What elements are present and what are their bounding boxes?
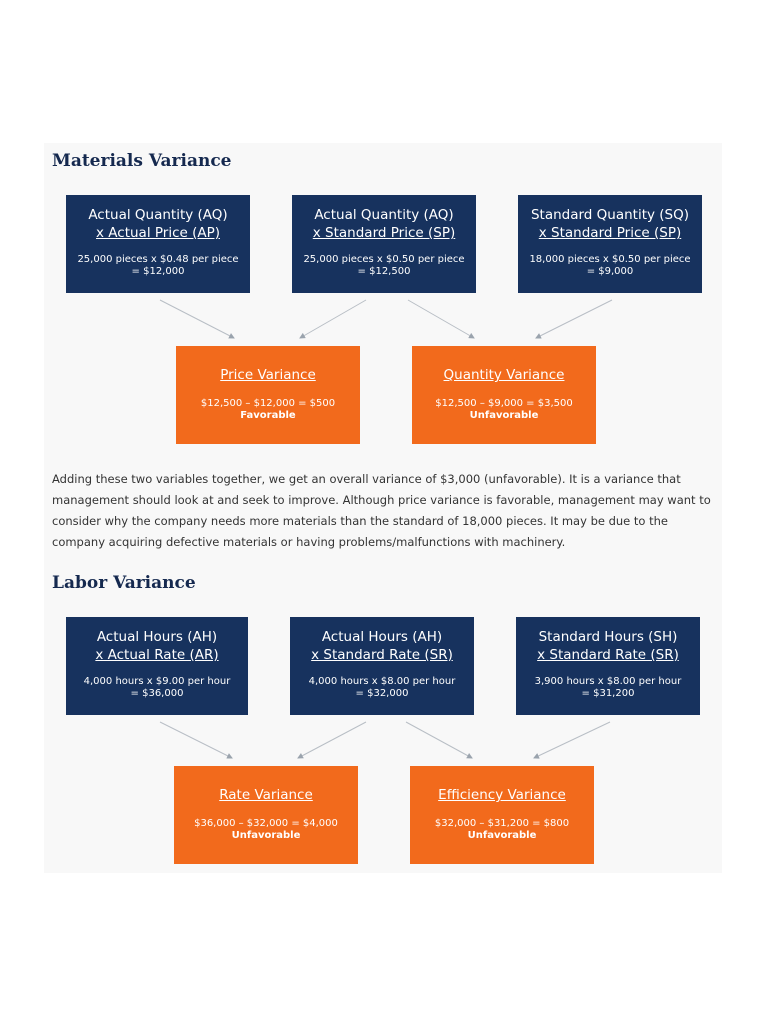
box-result: = $31,200 (581, 688, 635, 699)
rate-variance-box (174, 766, 358, 864)
box-subheading: x Actual Rate (AR) (95, 647, 219, 663)
box-subheading: x Standard Rate (SR) (537, 647, 679, 663)
box-calculation: 25,000 pieces x $0.50 per piece (303, 254, 465, 265)
box-subheading: x Actual Price (AP) (96, 225, 220, 241)
box-result: = $9,000 (586, 266, 634, 277)
box-calculation: $12,500 – $12,000 = $500 (200, 398, 336, 409)
box-calculation: 25,000 pieces x $0.48 per piece (77, 254, 239, 265)
sh-sr-box (516, 617, 700, 715)
box-heading: Actual Hours (AH) (96, 629, 218, 645)
box-calculation: $32,000 – $31,200 = $800 (434, 818, 570, 829)
explanation-paragraph: Adding these two variables together, we get an overall variance of $3,000 (unfavorable). It is a variance that management should look at and seek to improve. Although price variance is favorable, management may want to consider why the company needs more materials than the standard of 18,000 pieces. It may be due to the company acquiring defective materials or having problems/malfunctions with machinery. (52, 472, 711, 549)
aq-sp-box (292, 195, 476, 293)
box-heading: Actual Quantity (AQ) (314, 207, 454, 223)
box-heading: Efficiency Variance (438, 787, 566, 803)
labor-variance-title: Labor Variance (52, 573, 196, 593)
box-heading: Quantity Variance (443, 367, 565, 383)
box-calculation: $36,000 – $32,000 = $4,000 (194, 818, 338, 829)
box-subheading: x Standard Price (SP) (538, 225, 682, 241)
box-calculation: 18,000 pieces x $0.50 per piece (529, 254, 691, 265)
aq-ap-box (66, 195, 250, 293)
box-result: = $36,000 (130, 688, 184, 699)
quantity-variance-box (412, 346, 596, 444)
box-heading: Price Variance (220, 367, 316, 383)
efficiency-variance-box (410, 766, 594, 864)
ah-ar-box (66, 617, 248, 715)
box-result: = $32,000 (355, 688, 409, 699)
box-result: = $12,500 (357, 266, 411, 277)
box-heading: Standard Hours (SH) (538, 629, 678, 645)
box-heading: Standard Quantity (SQ) (530, 207, 690, 223)
variance-status: Unfavorable (231, 830, 301, 841)
price-variance-box (176, 346, 360, 444)
materials-variance-title: Materials Variance (52, 151, 232, 171)
box-result: = $12,000 (131, 266, 185, 277)
box-heading: Actual Hours (AH) (321, 629, 443, 645)
box-subheading: x Standard Rate (SR) (311, 647, 453, 663)
box-heading: Actual Quantity (AQ) (88, 207, 228, 223)
box-calculation: $12,500 – $9,000 = $3,500 (435, 398, 573, 409)
sq-sp-box (518, 195, 702, 293)
box-subheading: x Standard Price (SP) (312, 225, 456, 241)
variance-status: Unfavorable (467, 830, 537, 841)
box-heading: Rate Variance (219, 787, 313, 803)
box-calculation: 3,900 hours x $8.00 per hour (534, 676, 682, 687)
box-calculation: 4,000 hours x $9.00 per hour (83, 676, 231, 687)
box-calculation: 4,000 hours x $8.00 per hour (308, 676, 456, 687)
variance-status: Unfavorable (469, 410, 539, 421)
variance-status: Favorable (240, 410, 296, 421)
ah-sr-box (290, 617, 474, 715)
